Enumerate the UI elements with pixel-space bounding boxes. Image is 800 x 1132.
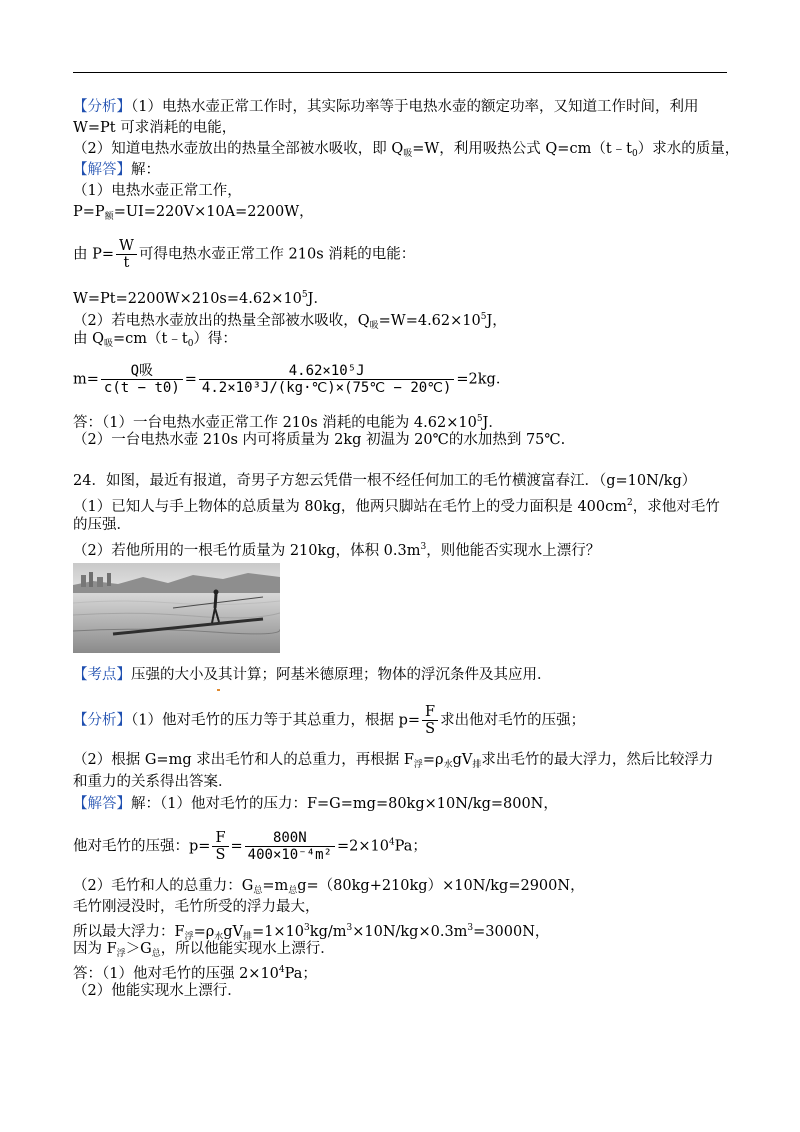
pressure-equation bbox=[73, 830, 427, 863]
keypoint-tag: 【考点】 bbox=[73, 667, 131, 683]
question-24-line-2 bbox=[73, 494, 720, 516]
solution-line-4 bbox=[73, 286, 328, 308]
text: J． bbox=[307, 291, 328, 307]
fraction-denominator: 4.2×10³J/(kg·℃)×(75℃ − 20℃) bbox=[201, 380, 452, 396]
superscript: 3 bbox=[467, 923, 474, 933]
text: ）得： bbox=[193, 331, 237, 347]
fraction bbox=[199, 363, 454, 396]
subscript: 额 bbox=[104, 212, 114, 222]
text: kg/m bbox=[309, 924, 347, 940]
text: = bbox=[230, 838, 243, 855]
river-photo-image bbox=[73, 563, 280, 653]
text: Pa； bbox=[284, 966, 317, 982]
text: W=Pt 可求消耗的电能， bbox=[73, 120, 237, 136]
question-24-line-1 bbox=[73, 472, 696, 490]
text: = bbox=[184, 371, 197, 388]
text: ，则他能否实现水上漂行？ bbox=[426, 543, 601, 559]
analysis-line-3 bbox=[73, 140, 739, 163]
superscript: 2 bbox=[627, 498, 633, 508]
fraction-denominator: t bbox=[123, 255, 130, 271]
subscript: 浮 bbox=[116, 949, 126, 959]
subscript: 浮 bbox=[413, 760, 423, 770]
superscript: 5 bbox=[476, 414, 483, 424]
text: 24．如图，最近有报道，奇男子方恕云凭借一根不经任何加工的毛竹横渡富春江．（g=10N/kg） bbox=[73, 473, 697, 489]
answer-24-line-5 bbox=[73, 940, 335, 963]
text: 因为 F bbox=[73, 941, 117, 957]
text: =ρ bbox=[422, 752, 444, 768]
stray-mark bbox=[217, 689, 220, 691]
text: 的压强． bbox=[73, 517, 131, 533]
text: P=P bbox=[73, 204, 105, 220]
analysis-24-line-1 bbox=[73, 704, 585, 737]
fraction-denominator: S bbox=[215, 847, 226, 863]
text: ，求他对毛竹 bbox=[632, 499, 720, 515]
fraction-numerator: W bbox=[116, 238, 137, 255]
answer-heading bbox=[73, 161, 160, 179]
conclusion-24-line-1 bbox=[73, 961, 317, 983]
text: 和重力的关系得出答案． bbox=[73, 774, 233, 790]
text: 由 P= bbox=[73, 246, 115, 263]
solution-line-2 bbox=[73, 203, 314, 226]
text: （2）知道电热水壶放出的热量全部被水吸收，即 Q bbox=[73, 141, 404, 157]
keypoint-line bbox=[73, 666, 552, 684]
river-photo bbox=[73, 563, 280, 653]
text: ×10N/kg×0.3m bbox=[352, 924, 468, 940]
text: m= bbox=[73, 371, 99, 388]
text: （1）电热水壶正常工作时，其实际功率等于电热水壶的额定功率，又知道工作时间，利用 bbox=[131, 99, 699, 115]
analysis-24-line-3 bbox=[73, 773, 233, 791]
superscript: 5 bbox=[480, 312, 487, 322]
text: g=（80kg+210kg）×10N/kg=2900N， bbox=[297, 878, 585, 894]
text: =ρ bbox=[193, 924, 215, 940]
fraction bbox=[116, 238, 137, 271]
analysis-tag: 【分析】 bbox=[73, 99, 131, 115]
superscript: 4 bbox=[278, 965, 285, 975]
text: 解： bbox=[131, 162, 160, 178]
text: 求出他对毛竹的压强； bbox=[440, 712, 586, 729]
text: =m bbox=[262, 878, 289, 894]
fraction-numerator: F bbox=[422, 704, 438, 721]
fraction bbox=[101, 363, 183, 396]
fraction-numerator: Q吸 bbox=[101, 363, 183, 380]
answer-tag: 【解答】 bbox=[73, 162, 131, 178]
answer-24-line-1 bbox=[73, 795, 558, 813]
subscript: 水 bbox=[214, 932, 224, 942]
analysis-tag: 【分析】 bbox=[73, 712, 131, 729]
superscript: 5 bbox=[301, 290, 308, 300]
conclusion-24-line-2 bbox=[73, 982, 242, 1000]
solution-line-3 bbox=[73, 238, 415, 271]
text: （2）若电热水壶放出的热量全部被水吸收，Q bbox=[73, 313, 370, 329]
text: J． bbox=[482, 415, 503, 431]
text: （1）电热水壶正常工作， bbox=[73, 183, 242, 199]
superscript: 3 bbox=[304, 923, 310, 933]
text: =cm（t﹣t bbox=[113, 331, 188, 347]
text: ，所以他能实现水上漂行． bbox=[160, 941, 335, 957]
text: （2）一台电热水壶 210s 内可将质量为 2kg 初温为 20℃的水加热到 75℃. bbox=[73, 432, 566, 448]
text: =2×10 bbox=[336, 838, 389, 855]
text: =W，利用吸热公式 Q=cm（t﹣t bbox=[412, 141, 632, 157]
solution-line-1 bbox=[73, 182, 242, 200]
text: 求出毛竹的最大浮力，然后比较浮力 bbox=[481, 752, 714, 768]
subscript: 总 bbox=[288, 886, 298, 896]
text: 解：（1）他对毛竹的压力：F=G=mg=80kg×10N/kg=800N， bbox=[131, 796, 558, 812]
subscript: 吸 bbox=[403, 149, 413, 159]
text: 由 Q bbox=[73, 331, 104, 347]
text: （2）根据 G=mg 求出毛竹和人的总重力，再根据 F bbox=[73, 752, 414, 768]
text: gV bbox=[223, 924, 244, 940]
subscript: 水 bbox=[443, 760, 453, 770]
answer-tag: 【解答】 bbox=[73, 796, 131, 812]
analysis-line-1 bbox=[73, 98, 698, 116]
superscript: 3 bbox=[346, 923, 353, 933]
text: =2kg． bbox=[456, 371, 511, 388]
text: （2）他能实现水上漂行． bbox=[73, 983, 242, 999]
text: （1）已知人与手上物体的总质量为 80kg，他两只脚站在毛竹上的受力面积是 400cm bbox=[73, 499, 628, 515]
fraction-denominator: S bbox=[425, 721, 436, 737]
fraction-denominator: c(t − t0) bbox=[103, 380, 180, 396]
text: 毛竹刚浸没时，毛竹所受的浮力最大， bbox=[73, 899, 320, 915]
fraction bbox=[422, 704, 438, 737]
text: 可得电热水壶正常工作 210s 消耗的电能： bbox=[138, 246, 416, 263]
fraction bbox=[212, 830, 228, 863]
text: 答：（1）一台电热水壶正常工作 210s 消耗的电能为 4.62×10 bbox=[73, 415, 477, 431]
subscript: 0 bbox=[631, 149, 638, 159]
result-line-2 bbox=[73, 431, 565, 449]
solution-line-6 bbox=[73, 330, 237, 353]
text: W=Pt=2200W×210s=4.62×10 bbox=[73, 291, 302, 307]
text: gV bbox=[452, 752, 473, 768]
text: 所以最大浮力：F bbox=[73, 924, 185, 940]
analysis-24-line-2 bbox=[73, 751, 713, 774]
fraction-numerator: 4.62×10⁵J bbox=[199, 363, 454, 380]
header-rule bbox=[73, 72, 727, 73]
subscript: 排 bbox=[243, 932, 253, 942]
text: =UI=220V×10A=2200W， bbox=[113, 204, 314, 220]
text: 压强的大小及其计算；阿基米德原理；物体的浮沉条件及其应用． bbox=[131, 667, 552, 683]
superscript: 4 bbox=[388, 837, 395, 848]
text: 他对毛竹的压强：p= bbox=[73, 838, 211, 855]
question-24-line-3 bbox=[73, 516, 131, 534]
subscript: 排 bbox=[472, 760, 482, 770]
text: （2）毛竹和人的总重力：G bbox=[73, 878, 254, 894]
text: =3000N， bbox=[473, 924, 550, 940]
text: J， bbox=[486, 313, 507, 329]
text: 答：（1）他对毛竹的压强 2×10 bbox=[73, 966, 279, 982]
result-line-1 bbox=[73, 410, 503, 432]
text: （1）他对毛竹的压力等于其总重力，根据 p= bbox=[131, 712, 421, 729]
text: =W=4.62×10 bbox=[378, 313, 481, 329]
analysis-line-2 bbox=[73, 119, 236, 137]
fraction-numerator: 800N bbox=[245, 830, 335, 847]
question-24-line-4 bbox=[73, 538, 600, 560]
text: ）求水的质量， bbox=[637, 141, 740, 157]
answer-24-line-2 bbox=[73, 877, 585, 900]
mass-equation bbox=[73, 363, 510, 396]
text: =1×10 bbox=[252, 924, 305, 940]
fraction-numerator: F bbox=[212, 830, 228, 847]
fraction bbox=[245, 830, 335, 863]
subscript: 总 bbox=[253, 886, 263, 896]
subscript: 0 bbox=[187, 339, 194, 349]
subscript: 总 bbox=[151, 949, 161, 959]
text: Pa； bbox=[394, 838, 427, 855]
subscript: 浮 bbox=[184, 932, 194, 942]
answer-24-line-3 bbox=[73, 898, 320, 916]
subscript: 吸 bbox=[104, 339, 114, 349]
fraction-denominator: 400×10⁻⁴m² bbox=[247, 847, 332, 863]
subscript: 吸 bbox=[369, 321, 379, 331]
text: ＞G bbox=[125, 941, 152, 957]
text: （2）若他所用的一根毛竹质量为 210kg，体积 0.3m bbox=[73, 543, 421, 559]
superscript: 3 bbox=[420, 542, 427, 552]
